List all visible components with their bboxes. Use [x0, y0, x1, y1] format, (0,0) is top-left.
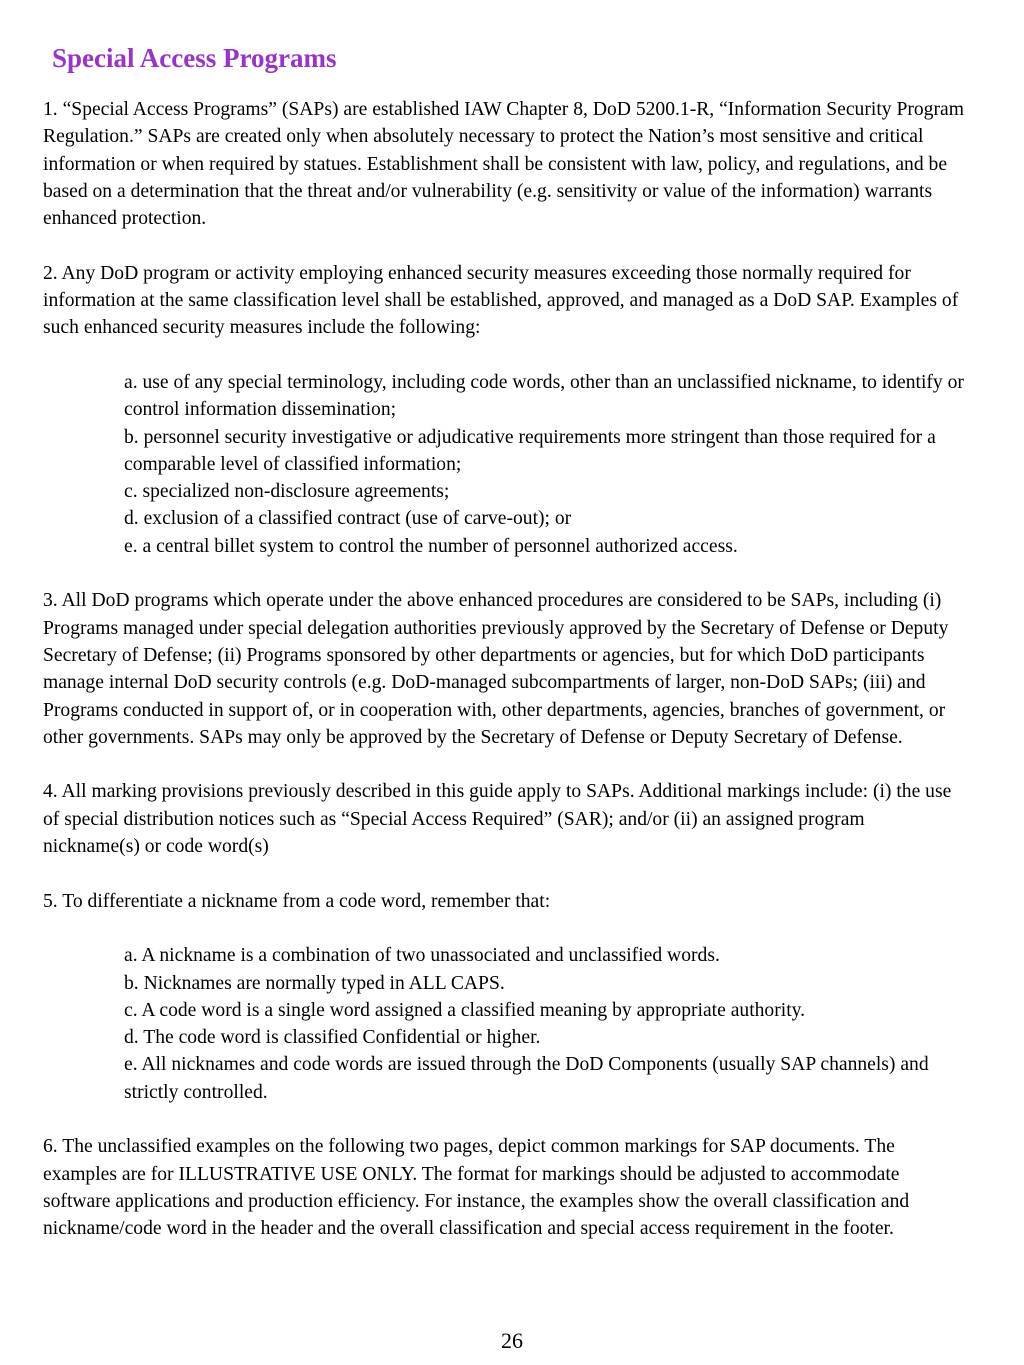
list-item: d. exclusion of a classified contract (use of carve-out); or [124, 508, 572, 530]
list-item: b. Nicknames are normally typed in ALL CAPS. [124, 972, 505, 994]
paragraph-1: 1. “Special Access Programs” (SAPs) are established IAW Chapter 8, DoD 5200.1-R, “Information Security Program Regulation.” SAPs are created only when absolutely necessary to protect the Nation’s most sensitive and critical information or when required by statues. Establishment shall be consistent with law, policy, and regulations, and be based on a determination that the threat and/or vulnerability (e.g. sensitivity or value of the information) warrants enhanced protection. [43, 99, 964, 230]
list-item: e. a central billet system to control the number of personnel authorized access. [124, 535, 738, 557]
paragraph-3: 3. All DoD programs which operate under the above enhanced procedures are considered to be SAPs, including (i) Programs managed under special delegation authorities previously approved by the Secretary of Defense or Deputy Secretary of Defense; (ii) Programs sponsored by other departments or agencies, but for which DoD participants manage internal DoD security controls (e.g. DoD-managed subcompartments of larger, non-DoD SAPs; (iii) and Programs conducted in support of, or in cooperation with, other departments, agencies, branches of government, or other governments. SAPs may only be approved by the Secretary of Defense or Deputy Secretary of Defense. [43, 590, 949, 748]
paragraph-2: 2. Any DoD program or activity employing enhanced security measures exceeding those normally required for information at the same classification level shall be established, approved, and managed as a DoD SAP. Examples of such enhanced security measures include the following: [43, 262, 959, 339]
paragraph-2-list [124, 369, 965, 560]
paragraph-5: 5. To differentiate a nickname from a code word, remember that: [43, 890, 551, 912]
list-item: c. specialized non-disclosure agreements; [124, 481, 450, 503]
document-body [43, 96, 965, 1242]
page-title: Special Access Programs [52, 43, 337, 73]
list-item: d. The code word is classified Confidential or higher. [124, 1027, 541, 1049]
list-item: e. All nicknames and code words are issued through the DoD Components (usually SAP channels) and strictly controlled. [124, 1054, 929, 1103]
page-number: 26 [501, 1328, 523, 1353]
list-item: a. A nickname is a combination of two unassociated and unclassified words. [124, 945, 720, 967]
list-item: b. personnel security investigative or adjudicative requirements more stringent than those required for a comparable level of classified information; [124, 426, 936, 475]
paragraph-6: 6. The unclassified examples on the following two pages, depict common markings for SAP documents. The examples are for ILLUSTRATIVE USE ONLY. The format for markings should be adjusted to accommodate software applications and production efficiency. For instance, the examples show the overall classification and nickname/code word in the header and the overall classification and special access requirement in the footer. [43, 1136, 910, 1240]
paragraph-4: 4. All marking provisions previously described in this guide apply to SAPs. Additional markings include: (i) the use of special distribution notices such as “Special Access Required” (SAR); and/or (ii) an assigned program nickname(s) or code word(s) [43, 781, 952, 858]
paragraph-5-list [124, 942, 965, 1106]
list-item: c. A code word is a single word assigned a classified meaning by appropriate authority. [124, 999, 806, 1021]
list-item: a. use of any special terminology, including code words, other than an unclassified nickname, to identify or control information dissemination; [124, 371, 964, 421]
